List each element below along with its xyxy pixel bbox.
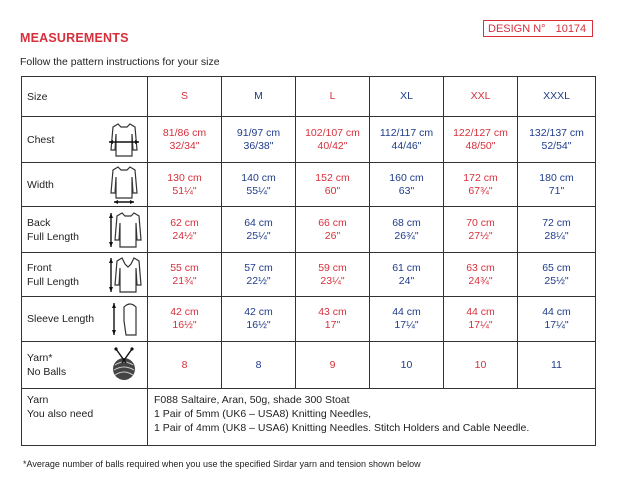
table-cell: 43 cm 17" bbox=[296, 297, 370, 342]
yarn-spec: F088 Saltaire, Aran, 50g, shade 300 Stoat bbox=[154, 394, 350, 406]
table-cell: 42 cm 16½" bbox=[148, 297, 222, 342]
measurements-table bbox=[21, 76, 596, 446]
size-xxxl: XXXL bbox=[518, 77, 596, 117]
table-cell: 66 cm 26" bbox=[296, 207, 370, 253]
table-cell: 10 bbox=[444, 342, 518, 389]
table-row bbox=[22, 117, 596, 163]
table-cell: 11 bbox=[518, 342, 596, 389]
table-row bbox=[22, 207, 596, 253]
row-label: Width bbox=[22, 163, 102, 207]
table-cell: 180 cm 71" bbox=[518, 163, 596, 207]
table-cell: 172 cm 67¾" bbox=[444, 163, 518, 207]
needle-line-1: 1 Pair of 5mm (UK6 – USA8) Knitting Needles, bbox=[154, 408, 372, 420]
sleeve-length-icon bbox=[102, 297, 148, 342]
table-cell: 57 cm 22½" bbox=[222, 253, 296, 297]
table-row bbox=[22, 297, 596, 342]
row-label: Back Full Length bbox=[22, 207, 102, 253]
size-label: Size bbox=[22, 77, 102, 117]
table-cell: 72 cm 28¼" bbox=[518, 207, 596, 253]
table-cell: 10 bbox=[370, 342, 444, 389]
size-s: S bbox=[148, 77, 222, 117]
row-label: Front Full Length bbox=[22, 253, 102, 297]
table-cell: 44 cm 17¼" bbox=[518, 297, 596, 342]
table-cell: 63 cm 24¾" bbox=[444, 253, 518, 297]
table-cell: 91/97 cm 36/38" bbox=[222, 117, 296, 163]
table-cell: 64 cm 25¼" bbox=[222, 207, 296, 253]
table-cell: 44 cm 17¼" bbox=[370, 297, 444, 342]
width-sweater-icon bbox=[102, 163, 148, 207]
design-number-box bbox=[483, 20, 593, 37]
needs-label: Yarn You also need bbox=[22, 389, 148, 446]
table-cell: 59 cm 23¼" bbox=[296, 253, 370, 297]
table-cell: 8 bbox=[148, 342, 222, 389]
table-cell: 44 cm 17¼" bbox=[444, 297, 518, 342]
table-cell: 61 cm 24" bbox=[370, 253, 444, 297]
size-row bbox=[22, 77, 596, 117]
chest-sweater-icon bbox=[102, 117, 148, 163]
table-cell: 160 cm 63" bbox=[370, 163, 444, 207]
table-cell: 9 bbox=[296, 342, 370, 389]
table-row bbox=[22, 163, 596, 207]
needs-row bbox=[22, 389, 596, 446]
back-length-icon bbox=[102, 207, 148, 253]
table-row bbox=[22, 253, 596, 297]
table-cell: 68 cm 26¾" bbox=[370, 207, 444, 253]
table-cell: 132/137 cm 52/54" bbox=[518, 117, 596, 163]
needle-line-2: 1 Pair of 4mm (UK8 – USA6) Knitting Needles. Stitch Holders and Cable Needle. bbox=[154, 422, 530, 434]
table-cell: 81/86 cm 32/34" bbox=[148, 117, 222, 163]
table-cell: 102/107 cm 40/42" bbox=[296, 117, 370, 163]
row-label: Chest bbox=[22, 117, 102, 163]
row-label: Yarn* No Balls bbox=[22, 342, 102, 389]
size-l: L bbox=[296, 77, 370, 117]
intro-text: Follow the pattern instructions for your size bbox=[20, 56, 220, 68]
front-length-icon bbox=[102, 253, 148, 297]
size-m: M bbox=[222, 77, 296, 117]
row-label: Sleeve Length bbox=[22, 297, 102, 342]
design-number: 10174 bbox=[555, 23, 587, 35]
needs-info bbox=[148, 389, 596, 446]
table-cell: 42 cm 16½" bbox=[222, 297, 296, 342]
table-cell: 55 cm 21¾" bbox=[148, 253, 222, 297]
table-cell: 152 cm 60" bbox=[296, 163, 370, 207]
table-cell: 122/127 cm 48/50" bbox=[444, 117, 518, 163]
table-cell: 65 cm 25½" bbox=[518, 253, 596, 297]
size-xxl: XXL bbox=[444, 77, 518, 117]
page-title: MEASUREMENTS bbox=[20, 31, 129, 45]
table-cell: 70 cm 27½" bbox=[444, 207, 518, 253]
table-cell: 112/117 cm 44/46" bbox=[370, 117, 444, 163]
table-cell: 8 bbox=[222, 342, 296, 389]
yarn-ball-icon bbox=[102, 342, 148, 389]
table-cell: 130 cm 51¼" bbox=[148, 163, 222, 207]
design-label: DESIGN N° bbox=[488, 23, 546, 35]
footnote: *Average number of balls required when you use the specified Sirdar yarn and tension shown below bbox=[23, 459, 421, 469]
table-cell: 62 cm 24½" bbox=[148, 207, 222, 253]
yarn-row bbox=[22, 342, 596, 389]
size-xl: XL bbox=[370, 77, 444, 117]
table-cell: 140 cm 55¼" bbox=[222, 163, 296, 207]
